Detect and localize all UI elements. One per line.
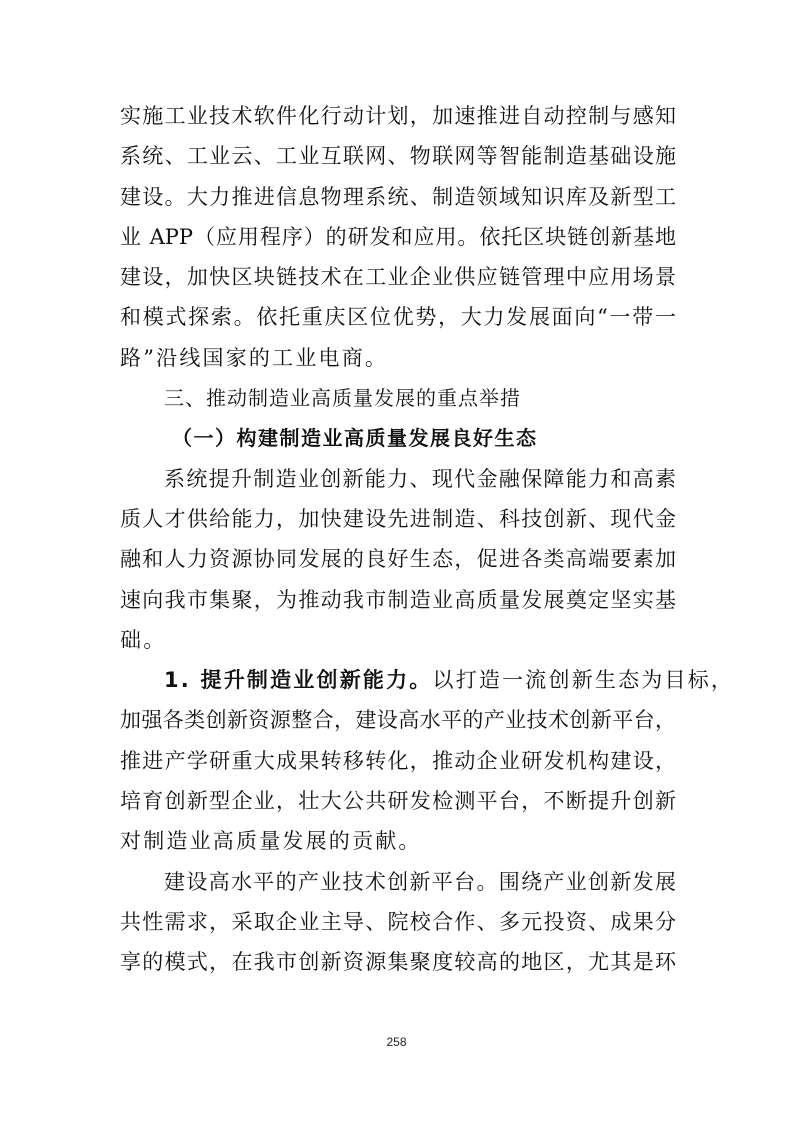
paragraph-line: 业 APP（应用程序）的研发和应用。依托区块链创新基地: [120, 224, 676, 249]
paragraph-line: 培育创新型企业，壮大公共研发检测平台，不断提升创新: [120, 789, 676, 814]
paragraph-line: 实施工业技术软件化行动计划，加速推进自动控制与感知: [120, 104, 676, 128]
paragraph-line: 共性需求，采取企业主导、院校合作、多元投资、成果分: [120, 909, 676, 934]
paragraph-line: 路”沿线国家的工业电商。: [120, 345, 389, 370]
body-text: [120, 96, 735, 983]
paragraph-line: 础。: [120, 627, 167, 652]
paragraph-line: 系统、工业云、工业互联网、物联网等智能制造基础设施: [120, 144, 676, 169]
paragraph-line: 融和人力资源协同发展的良好生态，促进各类高端要素加: [120, 547, 676, 572]
subsection-heading: （一）构建制造业高质量发展良好生态: [172, 426, 538, 451]
paragraph-line: 建设，加快区块链技术在工业企业供应链管理中应用场景: [120, 265, 676, 290]
paragraph-line: [120, 660, 735, 700]
paragraph-line: 享的模式，在我市创新资源集聚度较高的地区，尤其是环: [120, 950, 676, 975]
paragraph-line: 质人才供给能力，加快建设先进制造、科技创新、现代金: [120, 506, 676, 531]
paragraph-line: 建设高水平的产业技术创新平台。围绕产业创新发展: [164, 869, 676, 894]
paragraph-line: 对制造业高质量发展的贡献。: [120, 829, 422, 854]
paragraph-line: 加强各类创新资源整合，建设高水平的产业技术创新平台，: [120, 708, 676, 733]
item-lead: 1. 提升制造业创新能力。: [164, 668, 433, 693]
paragraph-line: 推进产学研重大成果转移转化，推动企业研发机构建设，: [120, 748, 676, 773]
section-heading: 三、推动制造业高质量发展的重点举措: [164, 386, 521, 411]
paragraph-line: 速向我市集聚，为推动我市制造业高质量发展奠定坚实基: [120, 587, 676, 612]
paragraph-line: 系统提升制造业创新能力、现代金融保障能力和高素: [164, 466, 676, 491]
item-text: 以打造一流创新生态为目标，: [432, 668, 735, 693]
paragraph-line: 建设。大力推进信息物理系统、制造领域知识库及新型工: [120, 184, 676, 209]
paragraph-line: 和模式探索。依托重庆区位优势，大力发展面向“一带一: [120, 305, 676, 330]
page-number: 258: [386, 1035, 407, 1049]
